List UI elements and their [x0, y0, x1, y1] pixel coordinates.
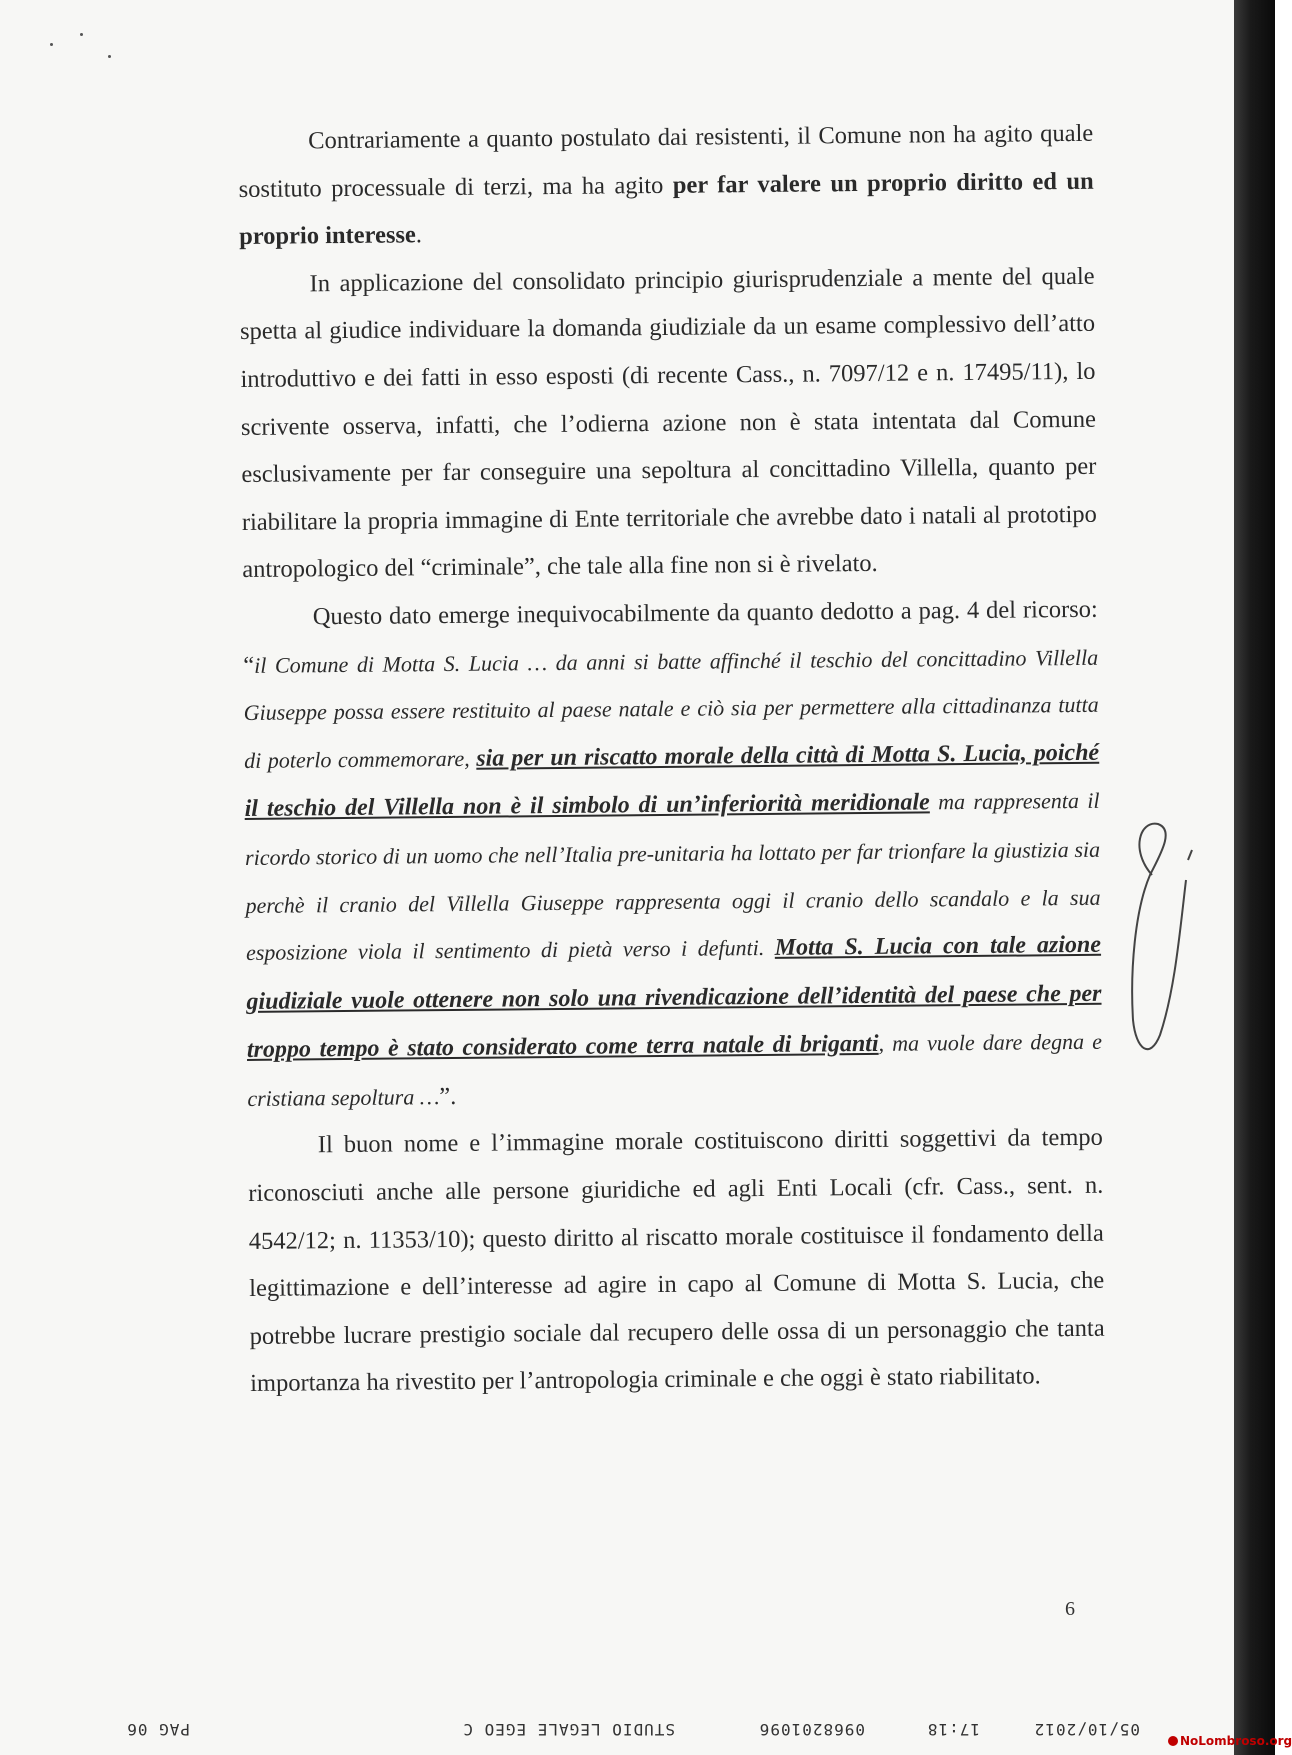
text-run-normal: Contrariamente a quanto postulato dai resistenti, il Comune non ha agito quale sostituto processuale di terzi, ma ha agito	[238, 119, 1094, 203]
fax-sender: STUDIO LEGALE EGEO C	[462, 1720, 675, 1739]
paragraph	[243, 586, 1103, 1123]
text-run-normal: In applicazione del consolidato principio giurisprudenziale a mente del quale spetta al giudice individuare la domanda giudiziale da un esame complessivo dell’atto introduttivo e dei fatti in esso esposti (di recente Cass., n. 7097/12 e n. 17495/11), lo scrivente osserva, infatti, che l’odierna azione non è stata intentata dal Comune esclusivamente per far conseguire una sepoltura al concittadino Villella, quanto per riabilitare la propria immagine di Ente territoriale che avrebbe dato i natali al prototipo antropologico del “criminale”, che tale alla fine non si è rivelato.	[239, 262, 1097, 584]
text-run-normal: Il buon nome e l’immagine morale costituiscono diritti soggettivi da tempo riconosciuti anche alle persone giuridiche ed agli Enti Locali (cfr. Cass., sent. n. 4542/12; n. 11353/10); questo diritto al riscatto morale costituisce il fondamento della legittimazione e dell’interesse ad agire in capo al Comune di Motta S. Lucia, che potrebbe lucrare prestigio sociale dal recupero delle ossa di un personaggio che tanta importanza ha rivestito per l’antropologia criminale e che oggi è stato riabilitato.	[248, 1124, 1105, 1398]
watermark-text: NoLombroso.org	[1180, 1734, 1292, 1748]
fax-time: 17:18	[926, 1720, 980, 1739]
text-run-italic: ma rappresenta il ricordo storico di un uomo che nell’Italia pre-unitaria ha lottato per far trionfare la giustizia sia perchè il cranio del Villella Giuseppe rappresenta oggi il cranio dello scandalo e la sua esposizione viola il sentimento di pietà verso i defunti.	[244, 788, 1101, 966]
text-run-normal: Questo dato emerge inequivocabilmente da quanto dedotto a pag. 4 del ricorso: “	[243, 595, 1098, 679]
fax-page: PAG 06	[126, 1720, 190, 1739]
fax-header	[90, 1717, 1140, 1739]
text-run-bold: per far valere un proprio diritto ed un proprio interesse	[239, 167, 1094, 251]
handwritten-initial-mark	[1130, 820, 1210, 1065]
text-run-bold-italic-underline: Motta S. Lucia con tale azione giudiziale vuole ottenere non solo una rivendicazione dell’identità del paese che per troppo tempo è stato considerato come terra natale di briganti	[246, 931, 1102, 1064]
text-run-italic: il Comune di Motta S. Lucia … da anni si batte affinché il teschio del concittadino Villella Giuseppe possa essere restituito al paese natale e ciò sia per permettere alla cittadinanza tutta di poterlo commemorare,	[243, 644, 1099, 773]
paragraph	[248, 1114, 1106, 1408]
scan-edge	[1234, 0, 1275, 1755]
text-run-normal: .	[415, 221, 423, 249]
page-number: 6	[1065, 1598, 1075, 1620]
text-run-normal: ”.	[439, 1082, 457, 1110]
text-run-bold-italic-underline: sia per un riscatto morale della città di Motta S. Lucia, poiché il teschio del Villella non è il simbolo di un’inferiorità meridionale	[244, 739, 1100, 823]
fax-number: 0968201096	[758, 1720, 865, 1739]
paragraph	[239, 253, 1097, 594]
text-run-italic: , ma vuole dare degna e cristiana sepoltura …	[247, 1029, 1103, 1111]
document-body	[238, 110, 1105, 1408]
watermark-logo-icon	[1168, 1736, 1178, 1746]
fax-date: 05/10/2012	[1033, 1720, 1140, 1739]
paragraph	[238, 110, 1094, 261]
watermark	[1168, 1734, 1292, 1748]
scan-specks	[40, 25, 140, 65]
